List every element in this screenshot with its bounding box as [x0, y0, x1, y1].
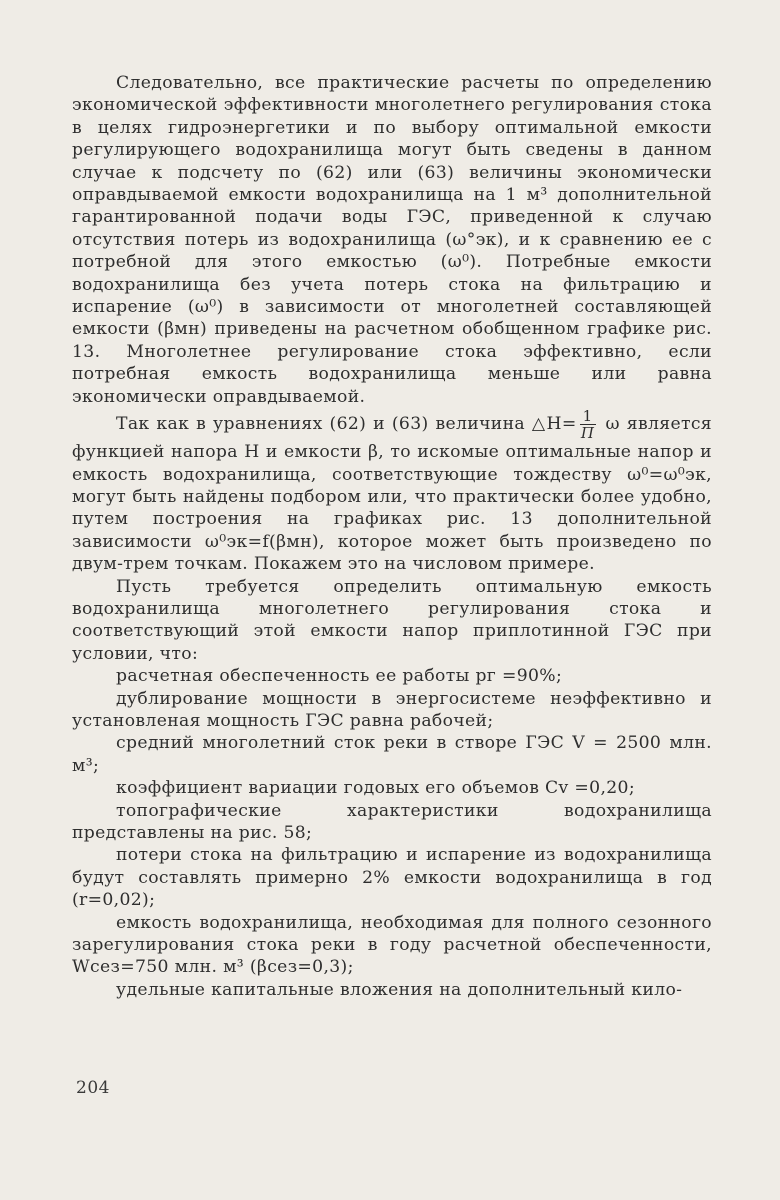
paragraph-2-rest: является функцией напора H и емкости β, то искомые оптимальные напор и емкость водохранилища, соответствующие тождеству ω⁰=ω⁰эк, могут быть найдены подбором или, что практически более удобно, путем построения на графиках рис. 13 дополнительной зависимости ω⁰эк=f(βмн), которое может быть произведено по двум-трем точкам. Покажем это на числовом примере. — [72, 414, 712, 575]
fraction — [580, 408, 596, 441]
list-item: удельные капитальные вложения на дополнительный кило- — [116, 979, 683, 1000]
list-item: емкость водохранилища, необходимая для полного сезонного зарегулирования стока реки в году расчетной обеспеченности, Wсез=750 млн. м³ (βсез=0,3); — [72, 912, 712, 978]
paragraph-2-start: Так как в уравнениях (62) и (63) величина △H= — [116, 414, 577, 435]
page-number: 204 — [76, 1078, 110, 1098]
list-item: расчетная обеспеченность ее работы pг =90%; — [116, 666, 563, 687]
omega-symbol: ω — [598, 414, 620, 435]
list-item: топографические характеристики водохранилища представлены на рис. 58; — [72, 800, 712, 843]
list-item: дублирование мощности в энергосистеме неэффективно и установленая мощность ГЭС равна рабочей; — [72, 688, 712, 731]
paragraph-2 — [72, 408, 712, 575]
body-text — [72, 72, 712, 1001]
list-item: коэффициент вариации годовых его объемов Cv =0,20; — [116, 778, 635, 799]
fraction-denominator: П — [580, 424, 595, 443]
list-item: средний многолетний сток реки в створе ГЭС V = 2500 млн. м³; — [72, 733, 712, 776]
fraction-numerator: 1 — [580, 408, 596, 425]
paragraph-1: Следовательно, все практические расчеты по определению экономической эффективности многолетнего регулирования стока в целях гидроэнергетики и по выбору оптимальной емкости регулирующего водохранилища могут быть сведены в данном случае к подсчету по (62) или (63) величины экономически оправдываемой емкости водохранилища на 1 м³ дополнительной гарантированной подачи воды ГЭС, приведенной к случаю отсутствия потерь из водохранилища (ω°эк), и к сравнению ее с потребной для этого емкостью (ω⁰). Потребные емкости водохранилища без учета потерь стока на фильтрацию и испарение (ω⁰) в зависимости от многолетней составляющей емкости (βмн) приведены на расчетном обобщенном графике рис. 13. Многолетнее регулирование стока эффективно, если потребная емкость водохранилища меньше или равна экономически оправдываемой. — [72, 73, 712, 407]
list-item: потери стока на фильтрацию и испарение из водохранилища будут составлять примерно 2% емкости водохранилища в год (r=0,02); — [72, 845, 712, 911]
paragraph-3: Пусть требуется определить оптимальную емкость водохранилища многолетнего регулирования стока и соответствующий этой емкости напор приплотинной ГЭС при условии, что: — [72, 576, 712, 664]
